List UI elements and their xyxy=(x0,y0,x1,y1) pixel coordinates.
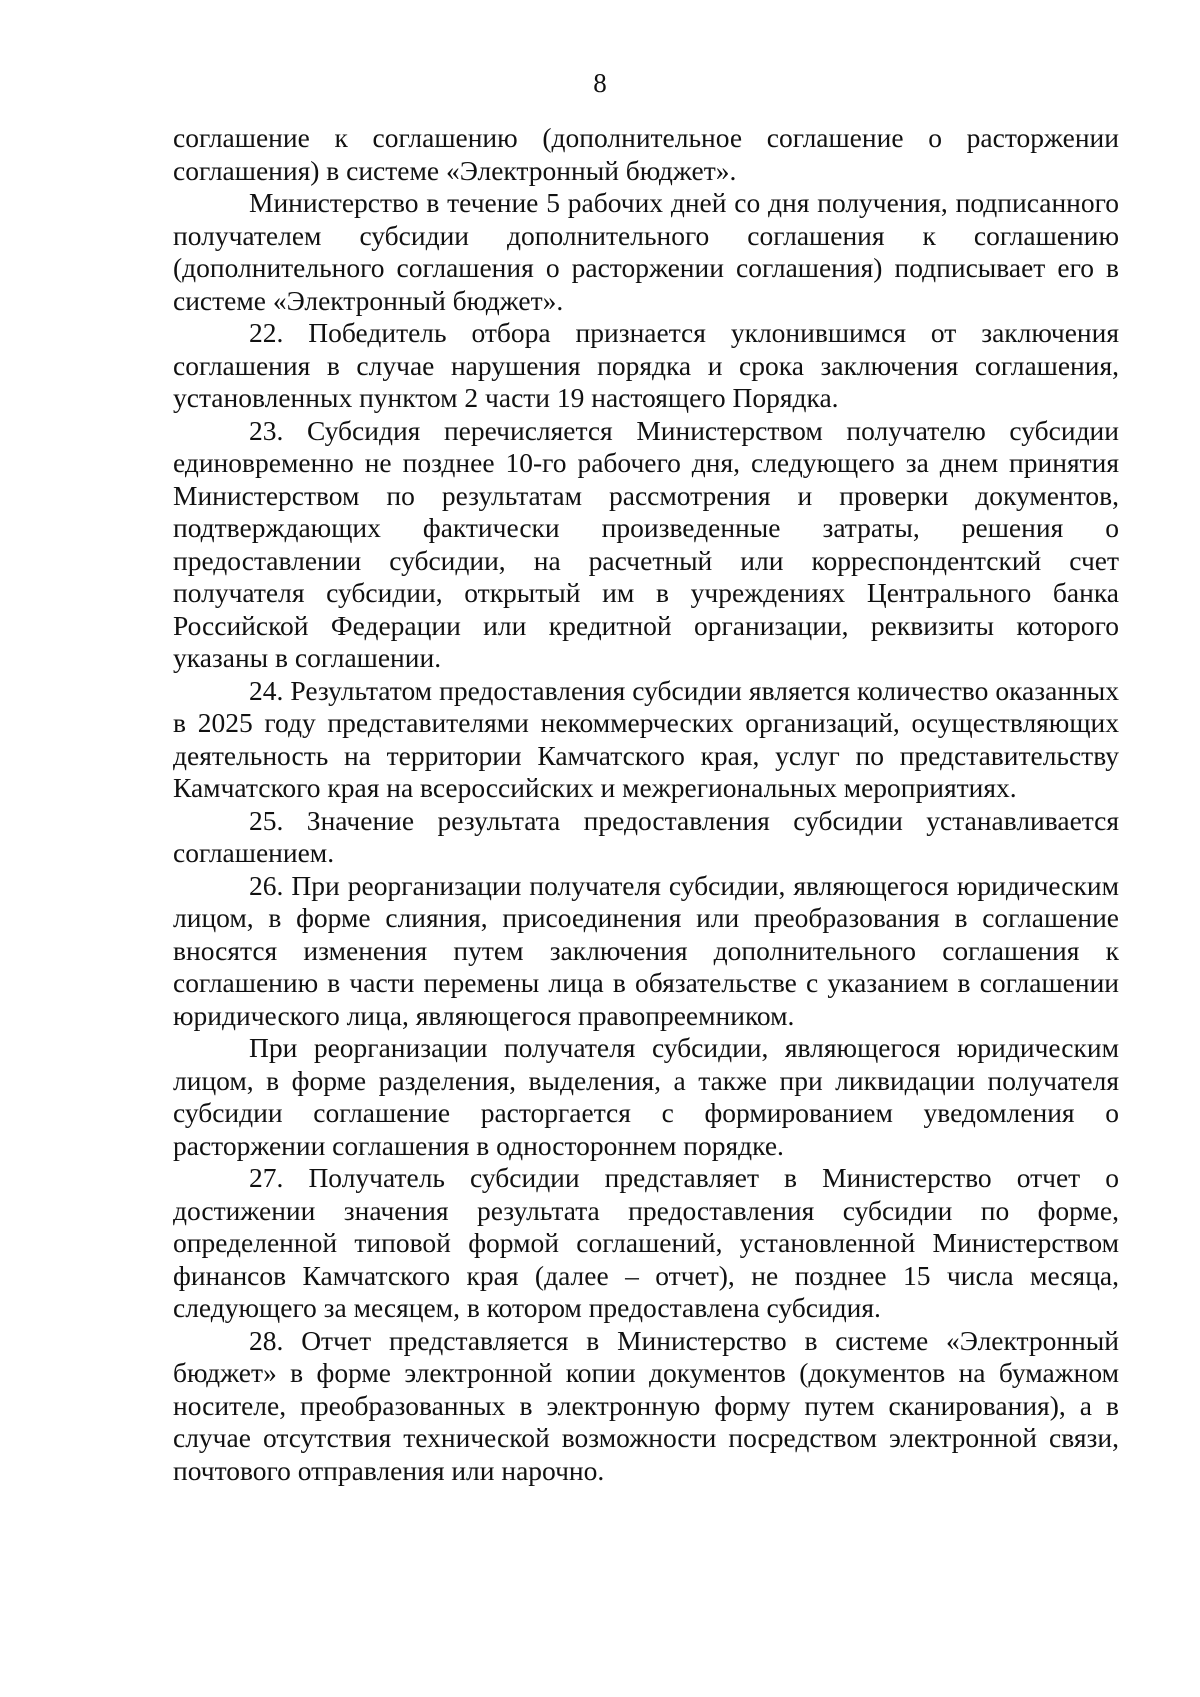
page-number: 8 xyxy=(593,68,607,98)
paragraph-clause-23: 23. Субсидия перечисляется Министерством получателю субсидии единовременно не позднее 10-го рабочего дня, следующего за днем принятия Министерством по результатам рассмотрения и проверки документов, подтверждающих фактически произведенные затраты, решения о предоставлении субсидии, на расчетный или корреспондентский счет получателя субсидии, открытый им в учреждениях Центрального банка Российской Федерации или кредитной организации, реквизиты которого указаны в соглашении. xyxy=(173,414,1119,673)
paragraph-clause-25: 25. Значение результата предоставления субсидии устанавливается соглашением. xyxy=(173,804,1119,868)
paragraph-ministry-signing: Министерство в течение 5 рабочих дней со дня получения, подписанного получателем субсидии дополнительного соглашения к соглашению (дополнительного соглашения о расторжении соглашения) подписывает его в системе «Электронный бюджет». xyxy=(173,187,1119,316)
paragraph-reorganization: При реорганизации получателя субсидии, являющегося юридическим лицом, в форме разделения, выделения, а также при ликвидации получателя субсидии соглашение расторгается с формированием уведомления о расторжении соглашения в одностороннем порядке. xyxy=(173,1032,1119,1161)
paragraph-clause-24: 24. Результатом предоставления субсидии является количество оказанных в 2025 году представителями некоммерческих организаций, осуществляющих деятельность на территории Камчатского края, услуг по представительству Камчатского края на всероссийских и межрегиональных мероприятиях. xyxy=(173,674,1119,803)
paragraph-clause-27: 27. Получатель субсидии представляет в Министерство отчет о достижении значения результата предоставления субсидии по форме, определенной типовой формой соглашений, установленной Министерством финансов Камчатского края (далее – отчет), не позднее 15 числа месяца, следующего за месяцем, в котором предоставлена субсидия. xyxy=(173,1162,1119,1323)
paragraph-clause-26: 26. При реорганизации получателя субсидии, являющегося юридическим лицом, в форме слияния, присоединения или преобразования в соглашение вносятся изменения путем заключения дополнительного соглашения к соглашению в части перемены лица в обязательстве с указанием в соглашении юридического лица, являющегося правопреемником. xyxy=(173,869,1119,1031)
paragraph-clause-22: 22. Победитель отбора признается уклонившимся от заключения соглашения в случае нарушения порядка и срока заключения соглашения, установленных пунктом 2 части 19 настоящего Порядка. xyxy=(173,317,1119,413)
paragraph-continuation: соглашение к соглашению (дополнительное соглашение о расторжении соглашения) в системе «Электронный бюджет». xyxy=(173,122,1119,186)
paragraph-clause-28: 28. Отчет представляется в Министерство в системе «Электронный бюджет» в форме электронной копии документов (документов на бумажном носителе, преобразованных в электронную форму путем сканирования), а в случае отсутствия технической возможности посредством электронной связи, почтового отправления или нарочно. xyxy=(173,1324,1119,1486)
document-body xyxy=(173,122,1119,1487)
